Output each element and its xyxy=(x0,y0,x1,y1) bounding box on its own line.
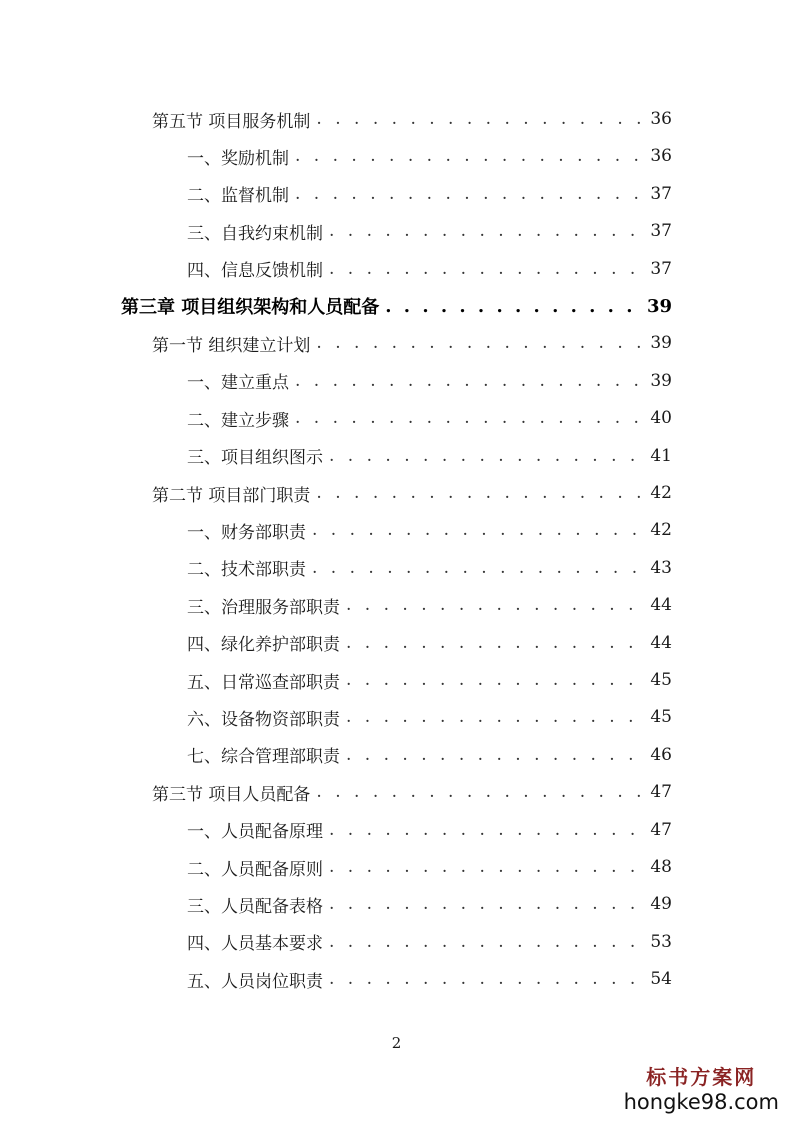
toc-entry-label: 第二节 项目部门职责 xyxy=(152,485,311,506)
toc-subsection-entry[interactable] xyxy=(187,402,672,434)
toc-page-number: 44 xyxy=(650,632,672,653)
toc-entry-label: 二、技术部职责 xyxy=(187,560,306,581)
toc-section-entry[interactable] xyxy=(152,477,672,509)
toc-page-number: 37 xyxy=(650,221,672,242)
toc-entry-label: 七、综合管理部职责 xyxy=(187,747,340,768)
toc-entry-label: 三、人员配备表格 xyxy=(187,896,323,917)
toc-dot-leader xyxy=(295,408,644,428)
toc-dot-leader xyxy=(312,558,644,578)
toc-page-number: 39 xyxy=(650,370,672,391)
toc-page-number: 36 xyxy=(650,109,672,129)
toc-dot-leader xyxy=(329,932,644,952)
toc-entry-label: 一、建立重点 xyxy=(187,373,289,394)
toc-entry-label: 四、信息反馈机制 xyxy=(187,261,323,282)
toc-dot-leader xyxy=(329,221,644,241)
toc-dot-leader xyxy=(316,483,644,503)
toc-section-entry[interactable] xyxy=(152,776,672,808)
toc-page-number: 46 xyxy=(650,744,672,765)
toc-page-number: 53 xyxy=(650,931,672,952)
toc-page-number: 42 xyxy=(650,520,672,541)
toc-page-number: 40 xyxy=(650,408,672,429)
toc-subsection-entry[interactable] xyxy=(187,365,672,397)
toc-subsection-entry[interactable] xyxy=(187,627,672,659)
toc-dot-leader xyxy=(329,969,644,989)
toc-page-number: 43 xyxy=(650,557,672,578)
page-number: 2 xyxy=(391,1034,402,1052)
toc-subsection-entry[interactable] xyxy=(187,253,672,285)
toc-entry-label: 一、人员配备原理 xyxy=(187,822,323,843)
toc-page-number: 45 xyxy=(650,707,672,728)
toc-subsection-entry[interactable] xyxy=(187,589,672,621)
toc-entry-label: 二、人员配备原则 xyxy=(187,859,323,880)
toc-entry-label: 第三章 项目组织架构和人员配备 xyxy=(121,297,380,318)
toc-subsection-entry[interactable] xyxy=(187,888,672,920)
toc-page-number: 37 xyxy=(650,258,672,279)
toc-dot-leader xyxy=(346,633,644,653)
toc-page-number: 44 xyxy=(650,595,672,616)
toc-entry-label: 第五节 项目服务机制 xyxy=(152,111,311,132)
toc-subsection-entry[interactable] xyxy=(187,814,672,846)
toc-entry-label: 四、绿化养护部职责 xyxy=(187,635,340,656)
toc-entry-label: 三、自我约束机制 xyxy=(187,223,323,244)
toc-dot-leader xyxy=(346,745,644,765)
toc-page-number: 39 xyxy=(650,333,672,354)
toc-dot-leader xyxy=(385,296,641,317)
toc-subsection-entry[interactable] xyxy=(187,664,672,696)
toc-dot-leader xyxy=(329,259,644,279)
toc-page-number: 54 xyxy=(650,969,672,990)
toc-entry-label: 三、项目组织图示 xyxy=(187,448,323,469)
toc-dot-leader xyxy=(316,333,644,353)
toc-subsection-entry[interactable] xyxy=(187,739,672,771)
toc-dot-leader xyxy=(295,146,644,166)
watermark-title: 标书方案网 xyxy=(646,1065,757,1089)
toc-dot-leader xyxy=(295,184,644,204)
toc-subsection-entry[interactable] xyxy=(187,963,672,995)
toc-dot-leader xyxy=(329,820,644,840)
toc-page-number: 36 xyxy=(650,146,672,167)
toc-page-number: 49 xyxy=(650,894,672,915)
toc-page-number: 48 xyxy=(650,857,672,877)
toc-subsection-entry[interactable] xyxy=(187,178,672,210)
toc-entry-label: 一、奖励机制 xyxy=(187,148,289,169)
toc-subsection-entry[interactable] xyxy=(187,552,672,584)
toc-section-entry[interactable] xyxy=(152,103,672,135)
toc-page-number: 37 xyxy=(650,183,672,204)
watermark-url: hongke98.com xyxy=(623,1090,779,1114)
toc-dot-leader xyxy=(329,446,644,466)
toc-subsection-entry[interactable] xyxy=(187,701,672,733)
toc-dot-leader xyxy=(329,894,644,914)
toc-subsection-entry[interactable] xyxy=(187,140,672,172)
toc-chapter-entry[interactable] xyxy=(121,290,672,322)
toc-subsection-entry[interactable] xyxy=(187,440,672,472)
toc-entry-label: 三、治理服务部职责 xyxy=(187,597,340,618)
toc-dot-leader xyxy=(329,857,644,877)
toc-dot-leader xyxy=(316,782,644,802)
toc-dot-leader xyxy=(346,670,644,690)
toc-entry-label: 六、设备物资部职责 xyxy=(187,709,340,730)
toc-section-entry[interactable] xyxy=(152,327,672,359)
toc-entry-label: 五、人员岗位职责 xyxy=(187,971,323,992)
watermark-logo xyxy=(624,1061,779,1114)
toc-entry-label: 第三节 项目人员配备 xyxy=(152,784,311,805)
toc-subsection-entry[interactable] xyxy=(187,851,672,883)
toc-subsection-entry[interactable] xyxy=(187,215,672,247)
toc-entry-label: 五、日常巡查部职责 xyxy=(187,672,340,693)
toc-subsection-entry[interactable] xyxy=(187,926,672,958)
toc-entry-label: 一、财务部职责 xyxy=(187,522,306,543)
toc-entry-label: 第一节 组织建立计划 xyxy=(152,335,311,356)
toc-entry-label: 二、监督机制 xyxy=(187,186,289,207)
toc-subsection-entry[interactable] xyxy=(187,514,672,546)
toc-entry-label: 四、人员基本要求 xyxy=(187,934,323,955)
toc-page-number: 45 xyxy=(650,670,672,690)
toc-dot-leader xyxy=(346,595,644,615)
toc-entry-label: 二、建立步骤 xyxy=(187,410,289,431)
toc-dot-leader xyxy=(295,371,644,391)
toc-dot-leader xyxy=(316,109,644,129)
toc-dot-leader xyxy=(312,520,644,540)
toc-page-number: 39 xyxy=(646,295,672,317)
toc-page-number: 47 xyxy=(650,782,672,803)
toc-page-number: 42 xyxy=(650,483,672,503)
toc-page-number: 41 xyxy=(650,445,672,466)
toc-dot-leader xyxy=(346,707,644,727)
toc-page-number: 47 xyxy=(650,819,672,840)
